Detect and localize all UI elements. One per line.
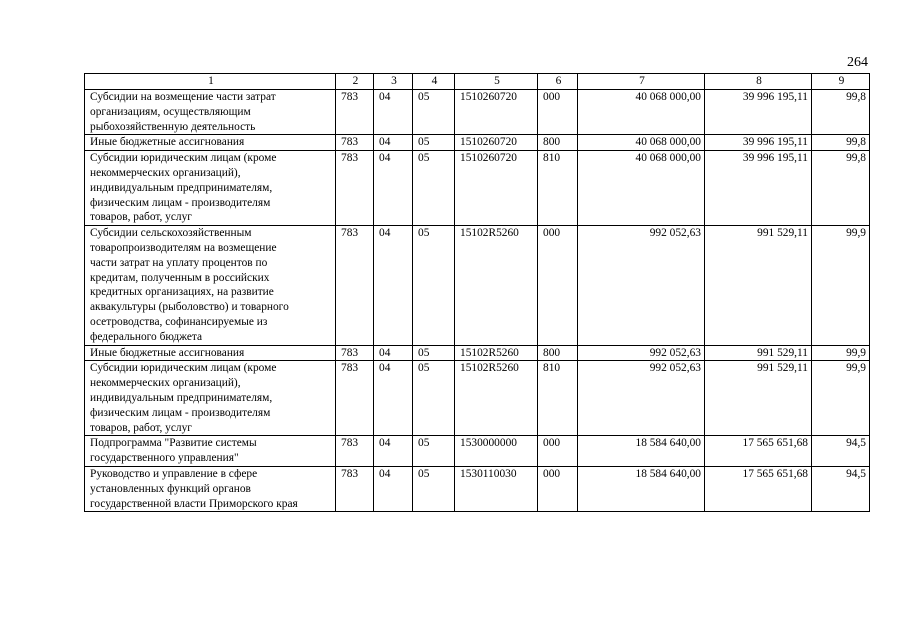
row-percent: 94,5 <box>812 466 870 511</box>
row-section: 04 <box>374 361 413 436</box>
header-col-8: 8 <box>705 74 812 90</box>
row-name: Субсидии юридическим лицам (кроме некоммерческих организаций), индивидуальным предпринимателям, физическим лицам - производителям товаров, работ, услуг <box>85 361 336 436</box>
row-section: 04 <box>374 436 413 467</box>
table-header-row <box>85 74 870 90</box>
row-section: 04 <box>374 151 413 226</box>
table-row <box>85 361 870 436</box>
row-subsection: 05 <box>413 345 455 361</box>
row-expense-type: 800 <box>538 135 578 151</box>
row-planned: 18 584 640,00 <box>578 436 705 467</box>
table-row <box>85 90 870 135</box>
row-target-article: 15102R5260 <box>455 361 538 436</box>
row-executed: 17 565 651,68 <box>705 436 812 467</box>
row-name: Иные бюджетные ассигнования <box>85 135 336 151</box>
row-executed: 991 529,11 <box>705 361 812 436</box>
table-row <box>85 226 870 345</box>
row-executed: 991 529,11 <box>705 226 812 345</box>
row-name: Субсидии юридическим лицам (кроме некоммерческих организаций), индивидуальным предпринимателям, физическим лицам - производителям товаров, работ, услуг <box>85 151 336 226</box>
row-expense-type: 000 <box>538 436 578 467</box>
row-executed: 39 996 195,11 <box>705 90 812 135</box>
row-executed: 39 996 195,11 <box>705 151 812 226</box>
row-subsection: 05 <box>413 90 455 135</box>
row-percent: 99,9 <box>812 226 870 345</box>
header-col-2: 2 <box>336 74 374 90</box>
row-section: 04 <box>374 345 413 361</box>
table-row <box>85 436 870 467</box>
row-target-article: 1530000000 <box>455 436 538 467</box>
row-percent: 99,9 <box>812 361 870 436</box>
header-col-1: 1 <box>85 74 336 90</box>
page-number: 264 <box>847 55 868 70</box>
header-col-4: 4 <box>413 74 455 90</box>
row-subsection: 05 <box>413 151 455 226</box>
row-subsection: 05 <box>413 436 455 467</box>
row-executed: 39 996 195,11 <box>705 135 812 151</box>
row-subsection: 05 <box>413 466 455 511</box>
row-subsection: 05 <box>413 226 455 345</box>
row-section: 04 <box>374 466 413 511</box>
row-planned: 992 052,63 <box>578 361 705 436</box>
row-expense-type: 000 <box>538 466 578 511</box>
row-percent: 94,5 <box>812 436 870 467</box>
header-col-3: 3 <box>374 74 413 90</box>
row-expense-type: 000 <box>538 226 578 345</box>
header-col-9: 9 <box>812 74 870 90</box>
row-target-article: 1510260720 <box>455 135 538 151</box>
row-grbs: 783 <box>336 90 374 135</box>
row-planned: 40 068 000,00 <box>578 151 705 226</box>
table-row <box>85 345 870 361</box>
row-grbs: 783 <box>336 151 374 226</box>
row-grbs: 783 <box>336 345 374 361</box>
row-planned: 40 068 000,00 <box>578 90 705 135</box>
row-grbs: 783 <box>336 361 374 436</box>
row-name: Субсидии на возмещение части затрат организациям, осуществляющим рыбохозяйственную деятельность <box>85 90 336 135</box>
row-target-article: 15102R5260 <box>455 226 538 345</box>
row-target-article: 1510260720 <box>455 90 538 135</box>
row-planned: 40 068 000,00 <box>578 135 705 151</box>
row-name: Подпрограмма "Развитие системы государственного управления" <box>85 436 336 467</box>
row-section: 04 <box>374 90 413 135</box>
header-col-7: 7 <box>578 74 705 90</box>
row-planned: 992 052,63 <box>578 345 705 361</box>
row-percent: 99,9 <box>812 345 870 361</box>
row-executed: 17 565 651,68 <box>705 466 812 511</box>
row-target-article: 1510260720 <box>455 151 538 226</box>
row-name: Руководство и управление в сфере установленных функций органов государственной власти Приморского края <box>85 466 336 511</box>
row-grbs: 783 <box>336 436 374 467</box>
row-expense-type: 810 <box>538 151 578 226</box>
table-row <box>85 466 870 511</box>
table-row <box>85 135 870 151</box>
row-expense-type: 810 <box>538 361 578 436</box>
table-row <box>85 151 870 226</box>
row-planned: 18 584 640,00 <box>578 466 705 511</box>
row-grbs: 783 <box>336 466 374 511</box>
header-col-6: 6 <box>538 74 578 90</box>
row-section: 04 <box>374 135 413 151</box>
row-subsection: 05 <box>413 135 455 151</box>
row-grbs: 783 <box>336 135 374 151</box>
row-executed: 991 529,11 <box>705 345 812 361</box>
header-col-5: 5 <box>455 74 538 90</box>
row-expense-type: 800 <box>538 345 578 361</box>
row-subsection: 05 <box>413 361 455 436</box>
row-percent: 99,8 <box>812 151 870 226</box>
row-percent: 99,8 <box>812 135 870 151</box>
row-grbs: 783 <box>336 226 374 345</box>
row-section: 04 <box>374 226 413 345</box>
row-planned: 992 052,63 <box>578 226 705 345</box>
budget-table <box>84 73 870 512</box>
row-target-article: 1530110030 <box>455 466 538 511</box>
row-percent: 99,8 <box>812 90 870 135</box>
row-name: Иные бюджетные ассигнования <box>85 345 336 361</box>
row-name: Субсидии сельскохозяйственным товаропроизводителям на возмещение части затрат на уплату процентов по кредитам, полученным в российских кредитных организациях, на развитие аквакультуры (рыболовство) и товарного осетроводства, софинансируемые из федерального бюджета <box>85 226 336 345</box>
row-expense-type: 000 <box>538 90 578 135</box>
row-target-article: 15102R5260 <box>455 345 538 361</box>
